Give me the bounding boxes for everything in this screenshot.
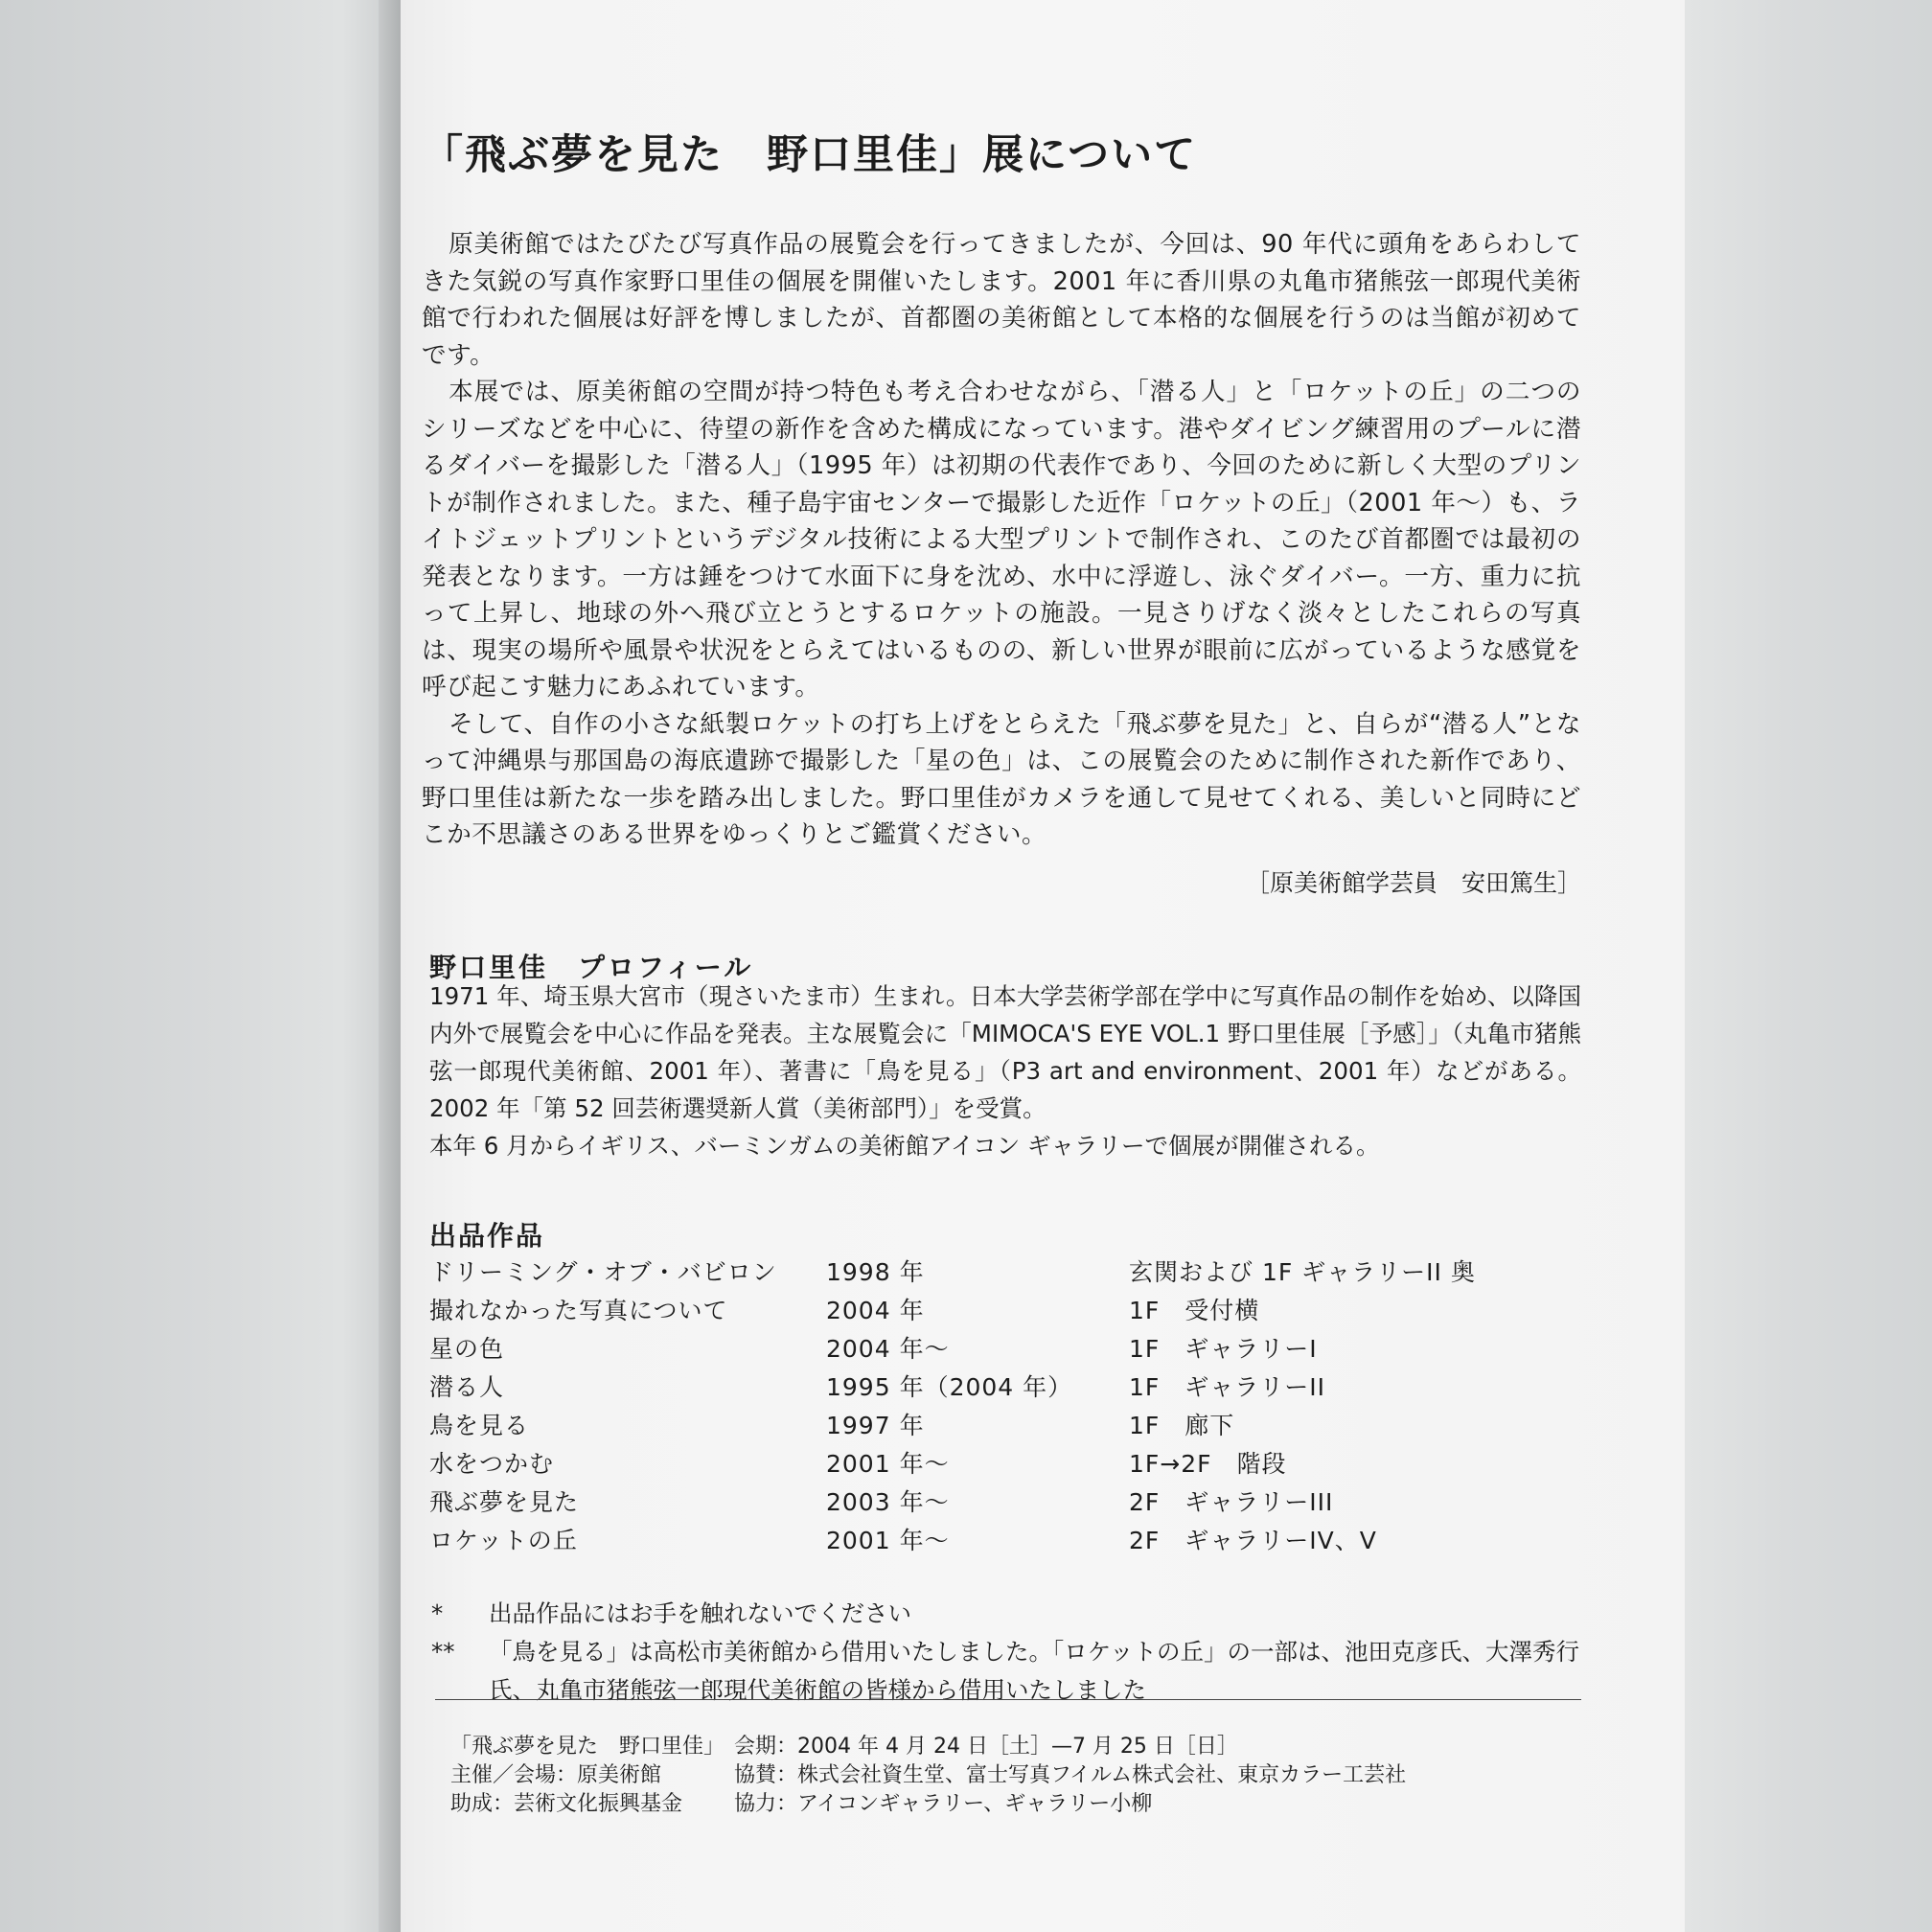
note-text: 「鳥を見る」は高松市美術館から借用いたしました。「ロケットの丘」の一部は、池田克彦氏、大澤秀行氏、丸亀市猪熊弦一郎現代美術館の皆様から借用いたしました	[489, 1638, 1580, 1704]
colophon-line	[450, 1761, 1581, 1790]
paragraph: 本展では、原美術館の空間が持つ特色も考え合わせながら、「潜る人」と「ロケットの丘」の二つのシリーズなどを中心に、待望の新作を含めた構成になっています。港やダイビング練習用のプールに潜るダイバーを撮影した「潜る人」（1995 年）は初期の代表作であり、今回のために新しく大型のプリントが制作されました。また、種子島宇宙センターで撮影した近作「ロケットの丘」（2001 年〜）も、ライトジェットプリントというデジタル技術による大型プリントで制作され、このたび首都圏では最初の発表となります。一方は錘をつけて水面下に身を沈め、水中に浮遊し、泳ぐダイバー。一方、重力に抗って上昇し、地球の外へ飛び立とうとするロケットの施設。一見さりげなく淡々としたこれらの写真は、現実の場所や風景や状況をとらえてはいるものの、新しい世界が眼前に広がっているような感覚を呼び起こす魅力にあふれています。	[422, 378, 1581, 702]
work-location: 2F ギャラリーIV、V	[1129, 1527, 1377, 1554]
table-row	[429, 1439, 1581, 1478]
grant: 助成：芸術文化振興基金	[450, 1792, 683, 1816]
note-item	[431, 1595, 1581, 1633]
work-title: ロケットの丘	[429, 1527, 578, 1554]
work-location: 1F→2F 階段	[1129, 1450, 1287, 1478]
table-row	[429, 1286, 1581, 1324]
table-row	[429, 1516, 1581, 1554]
table-row	[429, 1248, 1581, 1286]
paragraph: そして、自作の小さな紙製ロケットの打ち上げをとらえた「飛ぶ夢を見た」と、自らが“潜る人”となって沖縄県与那国島の海底遺跡で撮影した「星の色」は、この展覧会のために制作された新作であり、野口里佳は新たな一歩を踏み出しました。野口里佳がカメラを通して見せてくれる、美しいと同時にどこか不思議さのある世界をゆっくりとご鑑賞ください。	[422, 709, 1581, 849]
work-title: 鳥を見る	[429, 1412, 530, 1439]
work-location: 1F 廊下	[1129, 1412, 1235, 1439]
work-title: 飛ぶ夢を見た	[429, 1488, 580, 1516]
colophon	[450, 1733, 1581, 1819]
work-location: 1F 受付横	[1129, 1297, 1260, 1324]
work-location: 1F ギャラリーII	[1129, 1373, 1326, 1401]
exhibition-dates: 会期：2004 年 4 月 24 日［土］—7 月 25 日［日］	[734, 1735, 1238, 1759]
organizer: 主催／会場：原美術館	[450, 1763, 662, 1787]
page-title: 「飛ぶ夢を見た 野口里佳」展について	[422, 131, 1198, 179]
work-year: 1998 年	[826, 1258, 925, 1286]
profile-text: 本年 6 月からイギリス、バーミンガムの美術館アイコン ギャラリーで個展が開催される。	[429, 1132, 1380, 1160]
work-year: 2001 年〜	[826, 1450, 950, 1478]
paragraph: 原美術館ではたびたび写真作品の展覧会を行ってきましたが、今回は、90 年代に頭角をあらわしてきた気鋭の写真作家野口里佳の個展を開催いたします。2001 年に香川県の丸亀市猪熊弦一郎現代美術館で行われた個展は好評を博しましたが、首都圏の美術館として本格的な個展を行うのは当館が初めてです。	[422, 230, 1581, 370]
cooperation: 協力：アイコンギャラリー、ギャラリー小柳	[734, 1792, 1153, 1816]
work-year: 2004 年	[826, 1297, 925, 1324]
colophon-line	[450, 1733, 1581, 1761]
profile-body	[429, 978, 1581, 1164]
works-heading: 出品作品	[429, 1220, 545, 1252]
work-title: 水をつかむ	[429, 1450, 555, 1478]
note-text: 出品作品にはお手を触れないでください	[489, 1599, 911, 1627]
work-title: 星の色	[429, 1335, 505, 1363]
work-title: 撮れなかった写真について	[429, 1297, 728, 1324]
work-year: 2003 年〜	[826, 1488, 950, 1516]
works-table	[429, 1248, 1581, 1554]
divider	[435, 1699, 1581, 1700]
work-year: 1997 年	[826, 1412, 925, 1439]
table-row	[429, 1401, 1581, 1439]
table-row	[429, 1478, 1581, 1516]
work-year: 2001 年〜	[826, 1527, 950, 1554]
note-item	[431, 1633, 1581, 1710]
profile-heading: 野口里佳 プロフィール	[429, 952, 754, 983]
work-year: 2004 年〜	[826, 1335, 950, 1363]
work-title: ドリーミング・オブ・バビロン	[429, 1258, 777, 1286]
note-mark: **	[431, 1638, 455, 1666]
colophon-line	[450, 1790, 1581, 1819]
author-credit: ［原美術館学芸員 安田篤生］	[1245, 869, 1581, 897]
work-year: 1995 年（2004 年）	[826, 1373, 1073, 1401]
work-location: 1F ギャラリーI	[1129, 1335, 1318, 1363]
note-mark: *	[431, 1599, 444, 1627]
background-surface	[1685, 0, 1932, 1932]
work-location: 2F ギャラリーIII	[1129, 1488, 1334, 1516]
table-row	[429, 1363, 1581, 1401]
profile-text: 1971 年、埼玉県大宮市（現さいたま市）生まれ。日本大学芸術学部在学中に写真作品の制作を始め、以降国内外で展覧会を中心に作品を発表。主な展覧会に「MIMOCA'S EYE VOL.1 野口里佳展［予感］」（丸亀市猪熊弦一郎現代美術館、2001 年）、著書に「鳥を見る」（P3 art and environment、2001 年）などがある。2002 年「第 52 回芸術選奨新人賞（美術部門）」を受賞。	[429, 982, 1581, 1122]
table-row	[429, 1324, 1581, 1363]
work-title: 潜る人	[429, 1373, 505, 1401]
work-location: 玄関および 1F ギャラリーII 奥	[1129, 1258, 1476, 1286]
article-body	[422, 226, 1581, 854]
notes	[431, 1595, 1581, 1710]
exhibition-name: 「飛ぶ夢を見た 野口里佳」	[450, 1735, 725, 1759]
left-page	[0, 0, 402, 1932]
sponsors: 協賛：株式会社資生堂、富士写真フイルム株式会社、東京カラー工芸社	[734, 1763, 1407, 1787]
